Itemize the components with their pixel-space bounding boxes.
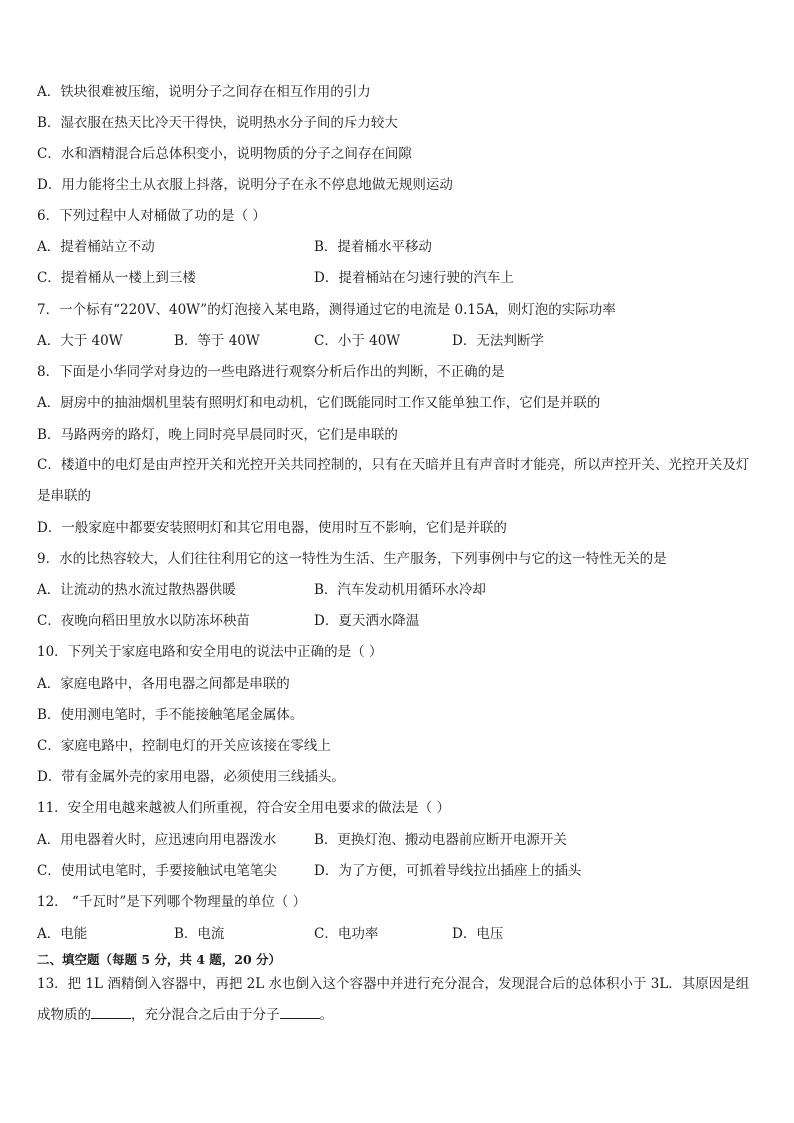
q5-option-b: B．湿衣服在热天比冷天干得快，说明热水分子间的斥力较大 bbox=[37, 115, 398, 131]
q13-blank-2[interactable] bbox=[280, 1005, 320, 1019]
q5-option-d: D．用力能将尘土从衣服上抖落，说明分子在永不停息地做无规则运动 bbox=[37, 177, 453, 193]
q7-option-a: A．大于 40W bbox=[37, 333, 123, 349]
q9-option-b: B．汽车发动机用循环水冷却 bbox=[314, 582, 486, 598]
q8-option-a: A．厨房中的抽油烟机里装有照明灯和电动机，它们既能同时工作又能单独工作，它们是并联的 bbox=[37, 395, 601, 411]
q6-option-d: D．提着桶站在匀速行驶的汽车上 bbox=[314, 270, 514, 286]
q11-option-b: B．更换灯泡、搬动电器前应断开电源开关 bbox=[314, 832, 567, 848]
q12-option-a: A．电能 bbox=[37, 926, 88, 942]
q7-option-b: B．等于 40W bbox=[174, 333, 260, 349]
q10-option-a: A．家庭电路中，各用电器之间都是串联的 bbox=[37, 676, 290, 692]
q5-option-c: C．水和酒精混合后总体积变小，说明物质的分子之间存在间隙 bbox=[37, 146, 412, 162]
q6-option-c: C．提着桶从一楼上到三楼 bbox=[37, 270, 196, 286]
q10-option-c: C．家庭电路中，控制电灯的开关应该接在零线上 bbox=[37, 738, 331, 754]
q10-stem: 10．下列关于家庭电路和安全用电的说法中正确的是（ ） bbox=[37, 644, 383, 660]
q10-option-d: D．带有金属外壳的家用电器，必须使用三线插头。 bbox=[37, 769, 345, 785]
section-heading-fill-in: 二、填空题（每题 5 分，共 4 题，20 分） bbox=[37, 952, 282, 967]
q11-option-d: D．为了方便，可抓着导线拉出插座上的插头 bbox=[314, 863, 582, 879]
q8-option-d: D．一般家庭中都要安装照明灯和其它用电器，使用时互不影响，它们是并联的 bbox=[37, 520, 507, 536]
q12-option-c: C．电功率 bbox=[314, 926, 379, 942]
q13-stem bbox=[37, 969, 759, 1031]
q8-stem: 8．下面是小华同学对身边的一些电路进行观察分析后作出的判断，不正确的是 bbox=[37, 364, 505, 380]
q9-option-a: A．让流动的热水流过散热器供暖 bbox=[37, 582, 236, 598]
q11-stem: 11．安全用电越来越被人们所重视，符合安全用电要求的做法是（ ） bbox=[37, 800, 450, 816]
q13-text-part2: ，充分混合之后由于分子 bbox=[131, 1007, 280, 1023]
q12-option-d: D．电压 bbox=[452, 926, 504, 942]
q5-option-a: A．铁块很难被压缩，说明分子之间存在相互作用的引力 bbox=[37, 84, 371, 100]
q9-stem: 9．水的比热容较大，人们往往利用它的这一特性为生活、生产服务，下列事例中与它的这一特性无关的是 bbox=[37, 551, 667, 567]
q8-option-c: C．楼道中的电灯是由声控开关和光控开关共同控制的，只有在天暗并且有声音时才能亮，所以声控开关、光控开关及灯是串联的 bbox=[37, 457, 750, 504]
q8-option-b: B．马路两旁的路灯，晚上同时亮早晨同时灭，它们是串联的 bbox=[37, 427, 398, 443]
q9-option-d: D．夏天洒水降温 bbox=[314, 613, 420, 629]
q11-option-c: C．使用试电笔时，手要接触试电笔笔尖 bbox=[37, 863, 277, 879]
q6-stem: 6．下列过程中人对桶做了功的是（ ） bbox=[37, 208, 266, 224]
q9-option-c: C．夜晚向稻田里放水以防冻坏秧苗 bbox=[37, 613, 250, 629]
q11-option-a: A．用电器着火时，应迅速向用电器泼水 bbox=[37, 832, 277, 848]
q6-option-b: B．提着桶水平移动 bbox=[314, 239, 432, 255]
q7-option-c: C．小于 40W bbox=[314, 333, 401, 349]
q12-stem: 12． “千瓦时”是下列哪个物理量的单位（ ） bbox=[37, 894, 307, 910]
q6-option-a: A．提着桶站立不动 bbox=[37, 239, 155, 255]
q13-text-part3: 。 bbox=[319, 1007, 333, 1023]
q10-option-b: B．使用测电笔时，手不能接触笔尾金属体。 bbox=[37, 707, 304, 723]
q12-option-b: B．电流 bbox=[174, 926, 225, 942]
q7-option-d: D．无法判断学 bbox=[452, 333, 544, 349]
q7-stem: 7．一个标有“220V、40W”的灯泡接入某电路，测得通过它的电流是 0.15A，则灯泡的实际功率 bbox=[37, 302, 616, 318]
q13-text-part1: 13．把 1L 酒精倒入容器中，再把 2L 水也倒入这个容器中并进行充分混合，发现混合后的总体积小于 3L．其原因是组成物质的 bbox=[37, 976, 750, 1023]
q13-blank-1[interactable] bbox=[91, 1005, 131, 1019]
